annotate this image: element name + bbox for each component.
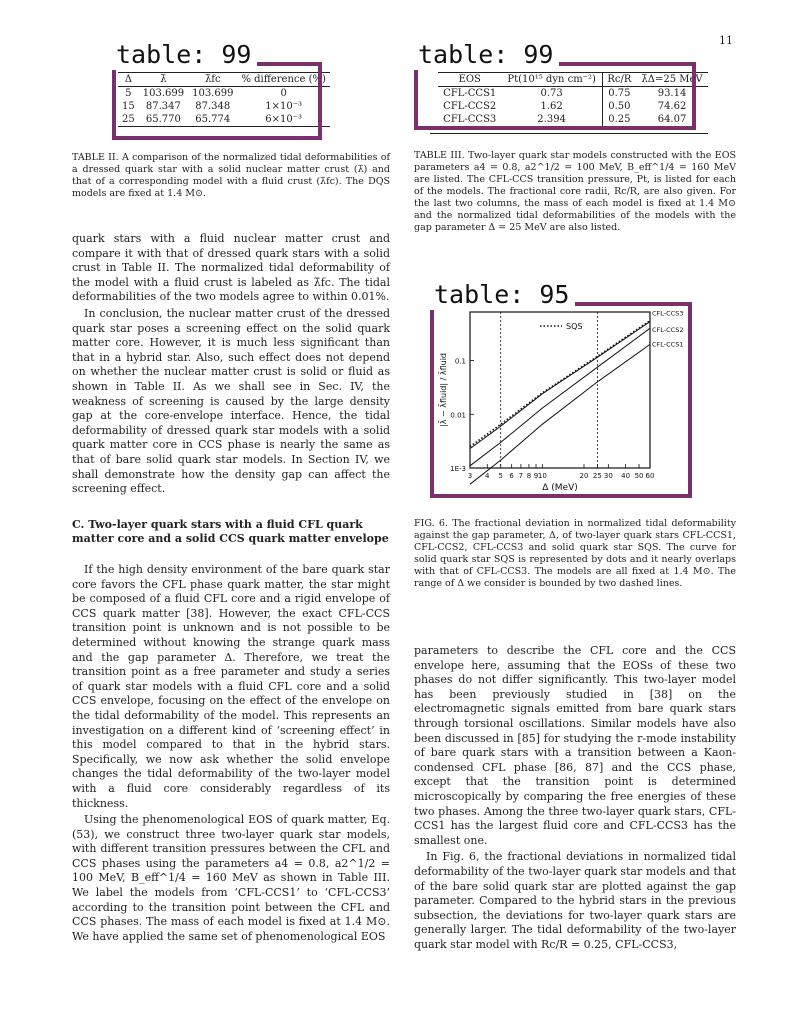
table-header-cell: % difference (%): [241, 74, 326, 85]
table-header-cell: EOS: [458, 74, 481, 85]
series-label: CFL-CCS1: [652, 340, 684, 349]
page-number: 11: [719, 34, 733, 47]
x-tick-label: 4: [485, 472, 490, 480]
table-cell: CFL-CCS3: [443, 114, 497, 125]
paragraph: If the high density environment of the bare quark star core favors the CFL phase quark matter, the star might be composed of a fluid CFL core and a rigid envelope of CCS quark matter [38]. However, the exact CFL-CCS transition point is unknown and is not possible to be determined without knowing the strange quark mass and the gap parameter Δ. Therefore, we treat the transition point as a free parameter and study a series of quark star models with a fluid CFL core and a solid CCS envelope, focusing on the effect of the envelope on the tidal deformability of the model. This represents an investigation on a different kind of ‘screening effect’ in this model compared to that in the hybrid stars. Specifically, we now ask whether the solid envelope changes the tidal deformability of the two-layer model with a fluid core considerably regardless of its thickness.: [72, 563, 390, 810]
legend-label-sqs: SQS: [566, 322, 583, 331]
table-cell: 2.394: [537, 114, 566, 125]
table-cell: 87.348: [195, 101, 231, 112]
table-cell: 93.14: [657, 88, 687, 99]
table-cell: 103.699: [142, 88, 185, 99]
paragraph: parameters to describe the CFL core and the CCS envelope here, assuming that the EOSs of these two phases do not differ significantly. This two-layer model has been previously studied in [38] on the electromagnetic signals emitted from bare quark stars through torsional oscillations. Similar models have also been discussed in [85] for studying the r-mode instability of bare quark stars with a transition between a Kaon-condensed CFL phase [86, 87] and the CCS phase, except that the transition point is determined microscopically by comparing the free energies of these two phases. Among the three two-layer quark stars, CFL-CCS1 has the largest fluid core and CFL-CCS3 has the smallest one.: [414, 644, 736, 847]
table-cell: 65.770: [145, 114, 181, 125]
table-header-cell: λ̄fc: [204, 74, 221, 85]
table-cell: 1.62: [540, 101, 563, 112]
paragraph: In Fig. 6, the fractional deviations in normalized tidal deformability of the two-layer quark star models and that of the bare solid quark star are plotted against the gap parameter. Compared to the hybrid stars in the previous subsection, the deviations for two-layer quark stars are generally larger. The tidal deformability of the two-layer quark star model with Rc/R = 0.25, CFL-CCS3,: [414, 850, 736, 951]
x-tick-label: 60: [645, 472, 655, 480]
x-tick-label: 9: [533, 472, 539, 480]
paragraph: Using the phenomenological EOS of quark matter, Eq. (53), we construct three two-layer quark star models, with different transition pressures between the CFL and CCS phases using the parameters a4 = 0.8, a2^1/2 = 100 MeV, B_eff^1/4 = 160 MeV as shown in Table III. We label the models from ‘CFL-CCS1’ to ‘CFL-CCS3’ according to the transition point between the CFL and CCS phases. The mass of each model is fixed at 1.4 M⊙. We have applied the same set of phenomenological EOS: [72, 813, 390, 943]
annotation-box-table-iii: [414, 62, 696, 130]
table-iii-caption: TABLE III. Two-layer quark star models constructed with the EOS parameters a4 = 0.8, a2^1/2 = 100 MeV, B_eff^1/4 = 160 MeV are listed. The CFL-CCS transition pressure, Pt, is listed for each of the models. The fractional core radii, Rc/R, are also given. For the last two columns, the mass of each model is fixed at 1.4 M⊙ and the normalized tidal deformabilities of the models with the gap parameter Δ = 25 MeV are also listed.: [414, 150, 736, 233]
table-header-cell: Pt(10¹⁵ dyn cm⁻²): [507, 74, 596, 85]
annotation-label: table: 99: [110, 40, 257, 70]
table-iii-bottom-rule: [430, 133, 708, 134]
x-tick-label: 20: [579, 472, 589, 480]
table-cell: 0.75: [602, 87, 636, 101]
table-cell: 0: [280, 88, 287, 99]
table-cell: 15: [122, 101, 135, 112]
table-ii-caption: TABLE II. A comparison of the normalized tidal deformabilities of a dressed quark star with a solid nuclear matter crust (λ̄) and that of a corresponding model with a fluid crust (λ̄fc). The DQS models are fixed at 1.4 M⊙.: [72, 152, 390, 199]
series-label: CFL-CCS2: [652, 326, 684, 335]
annotation-label: table: 99: [412, 40, 559, 70]
y-tick-label: 0.01: [450, 411, 466, 420]
x-tick-label: 10: [537, 472, 547, 480]
x-tick-label: 7: [518, 472, 524, 480]
table-cell: 6×10⁻³: [265, 114, 303, 125]
x-tick-label: 8: [526, 472, 532, 480]
table-cell: 87.347: [145, 101, 181, 112]
y-tick-label: 0.1: [454, 357, 466, 366]
left-column-lower: [72, 563, 390, 946]
figure-6-caption: FIG. 6. The fractional deviation in normalized tidal deformability against the gap parameter, Δ, of two-layer quark stars CFL-CCS1, CFL-CCS2, CFL-CCS3 and solid quark star SQS. The curve for solid quark star SQS is represented by dots and it nearly overlaps with that of CFL-CCS3. The models are all fixed at 1.4 M⊙. The range of Δ we consider is bounded by two dashed lines.: [414, 518, 736, 589]
x-tick-label: 40: [621, 472, 631, 480]
table-cell: 1×10⁻³: [265, 101, 303, 112]
table-cell: 64.07: [657, 114, 687, 125]
table-cell: 103.699: [192, 88, 234, 99]
left-column-upper: [72, 232, 390, 499]
table-cell: CFL-CCS2: [443, 101, 497, 112]
x-tick-label: 6: [509, 472, 514, 480]
right-column-lower: [414, 644, 736, 954]
table-cell: 25: [122, 114, 135, 125]
annotation-box-figure: [430, 302, 692, 498]
x-tick-label: 30: [603, 472, 613, 480]
table-cell: 65.774: [195, 114, 231, 125]
table-header-cell: Δ: [124, 74, 132, 85]
annotation-box-table-ii: [112, 62, 322, 140]
x-tick-label: 5: [498, 472, 503, 480]
section-heading: C. Two-layer quark stars with a fluid CFL quark matter core and a solid CCS quark matter envelope: [72, 518, 389, 545]
table-header-cell: λ̄Δ=25 MeV: [641, 74, 703, 85]
paragraph: quark stars with a fluid nuclear matter crust and compare it with that of dressed quark stars with a solid crust in Table II. The normalized tidal deformability of the model with a fluid crust is labeled as λ̄fc. The tidal deformabilities of the two models agree to within 0.01%.: [72, 232, 390, 304]
table-cell: 5: [125, 88, 132, 99]
table-cell: CFL-CCS1: [443, 88, 497, 99]
table-cell: 74.62: [657, 101, 687, 112]
y-axis-label: |λ̄ − λ̄fluid| / λ̄fluid: [439, 353, 448, 427]
x-tick-label: 3: [467, 472, 473, 480]
table-cell: 0.50: [602, 100, 636, 113]
x-tick-label: 50: [634, 472, 644, 480]
x-axis-label: Δ (MeV): [542, 483, 578, 493]
table-header-cell: Rc/R: [602, 73, 636, 87]
series-label: CFL-CCS3: [652, 309, 684, 318]
y-tick-label: 1E-3: [450, 465, 466, 473]
table-cell: 0.25: [602, 113, 636, 126]
annotation-label: table: 95: [428, 280, 575, 310]
x-tick-label: 25: [592, 472, 602, 480]
table-cell: 0.73: [540, 88, 563, 99]
paragraph: In conclusion, the nuclear matter crust of the dressed quark star poses a screening effect on the solid quark matter core. However, it is much less significant than that in a hybrid star. Also, such effect does not depend on whether the nuclear matter crust is solid or fluid as shown in Table II. As we shall see in Sec. IV, the weakness of screening is caused by the large density gap at the core-envelope interface. Hence, the tidal deformability of dressed quark star models with a solid quark matter core in CCS phase is nearly the same as that of bare solid quark star models. In Section IV, we shall demonstrate how the density gap can affect the screening effect.: [72, 306, 390, 496]
table-header-cell: λ̄: [160, 74, 167, 85]
